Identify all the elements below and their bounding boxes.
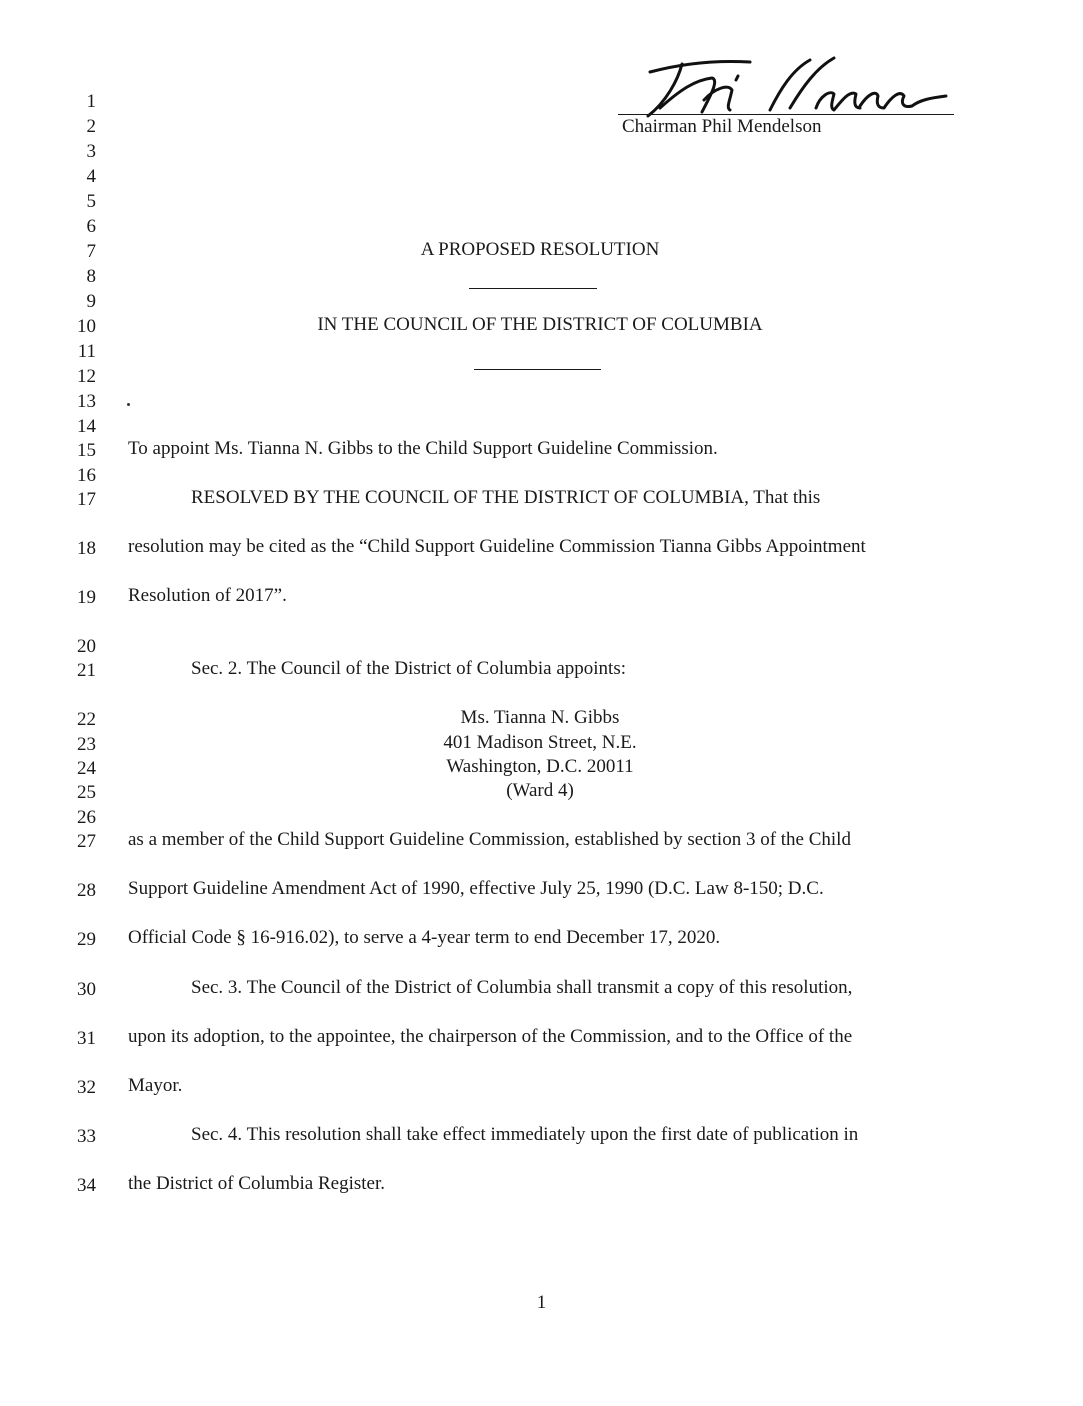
line-number: 15 — [77, 440, 96, 461]
page-number: 1 — [536, 1292, 547, 1313]
section-3: Mayor. — [128, 1075, 183, 1096]
member-line: Official Code § 16-916.02), to serve a 4-year term to end December 17, 2020. — [128, 927, 721, 948]
line-number: 23 — [77, 734, 96, 755]
line-number: 33 — [77, 1126, 96, 1147]
section-4: the District of Columbia Register. — [128, 1173, 385, 1194]
line-number: 30 — [77, 979, 96, 1000]
line-number: 1 — [86, 91, 96, 112]
purpose-line: To appoint Ms. Tianna N. Gibbs to the Child Support Guideline Commission. — [128, 438, 718, 459]
appointee-city: Washington, D.C. 20011 — [446, 756, 634, 777]
line-number: 7 — [86, 241, 96, 262]
line-number: 2 — [86, 116, 96, 137]
resolution-title: A PROPOSED RESOLUTION — [420, 239, 660, 260]
line-number: 25 — [77, 782, 96, 803]
line-number: 5 — [86, 191, 96, 212]
resolved-line: RESOLVED BY THE COUNCIL OF THE DISTRICT OF COLUMBIA, That this — [191, 487, 821, 508]
section-4: Sec. 4. This resolution shall take effect immediately upon the first date of publication in — [191, 1124, 859, 1145]
line-number: 8 — [86, 266, 96, 287]
line-number: 29 — [77, 929, 96, 950]
council-heading: IN THE COUNCIL OF THE DISTRICT OF COLUMBIA — [317, 314, 763, 335]
resolved-line: Resolution of 2017”. — [128, 585, 287, 606]
line-number: 21 — [77, 660, 96, 681]
line-number: 17 — [77, 489, 96, 510]
line-number: 20 — [77, 636, 96, 657]
member-line: as a member of the Child Support Guideline Commission, established by section 3 of the Child — [128, 829, 851, 850]
handwritten-signature-image — [620, 50, 950, 120]
council-rule — [474, 369, 601, 370]
line-number: 9 — [86, 291, 96, 312]
line-number: 32 — [77, 1077, 96, 1098]
line-number: 22 — [77, 709, 96, 730]
member-line: Support Guideline Amendment Act of 1990, effective July 25, 1990 (D.C. Law 8-150; D.C. — [128, 878, 824, 899]
line-number: 27 — [77, 831, 96, 852]
line-number: 24 — [77, 758, 96, 779]
line-number: 10 — [77, 316, 96, 337]
appointee-name: Ms. Tianna N. Gibbs — [460, 707, 620, 728]
title-rule — [469, 288, 597, 289]
line-number: 6 — [86, 216, 96, 237]
line-number: 19 — [77, 587, 96, 608]
line-number: 28 — [77, 880, 96, 901]
signatory-name: Chairman Phil Mendelson — [622, 116, 822, 137]
section-3: Sec. 3. The Council of the District of Columbia shall transmit a copy of this resolution, — [191, 977, 853, 998]
line-number: 3 — [86, 141, 96, 162]
appointee-ward: (Ward 4) — [506, 780, 574, 801]
signature-line — [618, 114, 954, 115]
line-number: 12 — [77, 366, 96, 387]
line-number: 34 — [77, 1175, 96, 1196]
line-number: 13 — [77, 391, 96, 412]
signature-block — [610, 50, 955, 140]
stray-mark — [127, 403, 130, 406]
line-number: 18 — [77, 538, 96, 559]
line-number: 26 — [77, 807, 96, 828]
line-number: 31 — [77, 1028, 96, 1049]
line-number: 11 — [77, 341, 96, 362]
resolved-line: resolution may be cited as the “Child Support Guideline Commission Tianna Gibbs Appointment — [128, 536, 866, 557]
appointee-street: 401 Madison Street, N.E. — [443, 732, 637, 753]
section-3: upon its adoption, to the appointee, the chairperson of the Commission, and to the Office of the — [128, 1026, 853, 1047]
line-number: 14 — [77, 416, 96, 437]
line-number: 4 — [86, 166, 96, 187]
section-2: Sec. 2. The Council of the District of Columbia appoints: — [191, 658, 627, 679]
line-number: 16 — [77, 465, 96, 486]
